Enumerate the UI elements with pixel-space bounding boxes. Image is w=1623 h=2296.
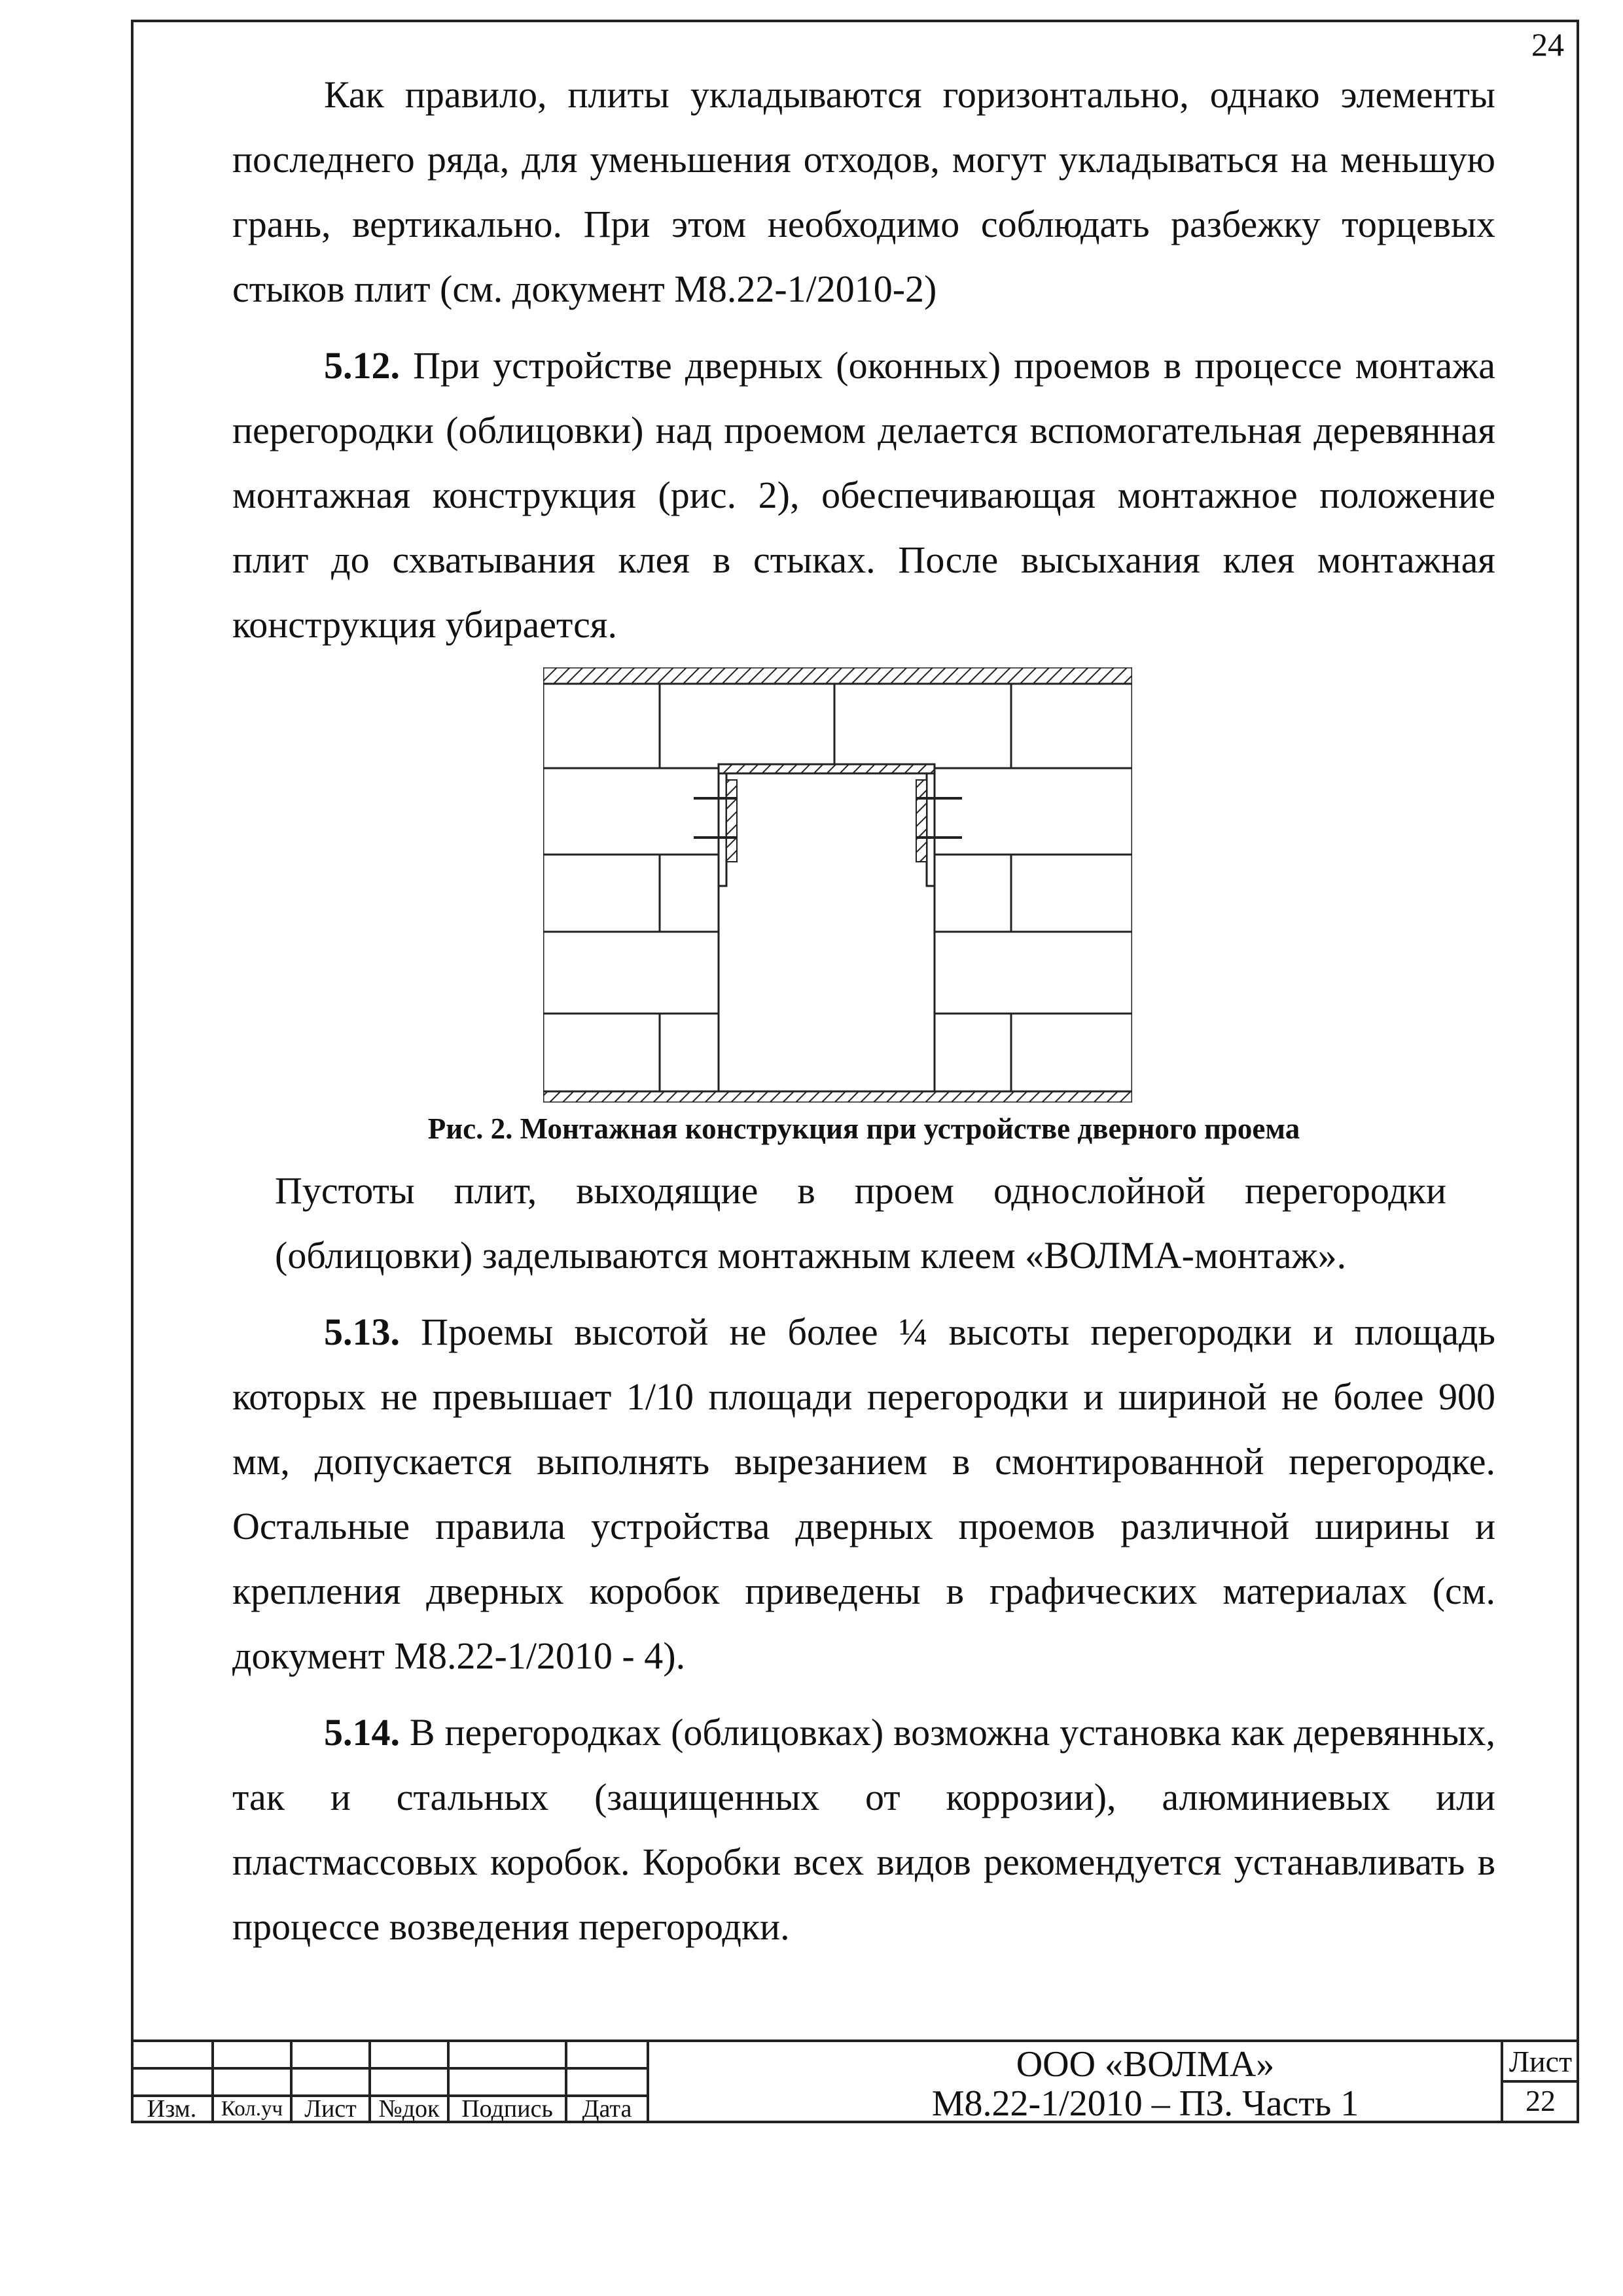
section-number: 5.13. <box>324 1311 400 1353</box>
section-number: 5.14. <box>324 1711 400 1754</box>
text-block-bottom <box>232 1158 1495 1959</box>
header-podpis: Подпись <box>461 2095 553 2123</box>
header-izm: Изм. <box>147 2095 197 2123</box>
door-opening-diagram <box>543 667 1132 1103</box>
header-ndok: №док <box>378 2095 440 2123</box>
bottom-hatched-strip <box>543 1091 1132 1103</box>
section-number: 5.12. <box>324 344 400 387</box>
paragraph-1: Как правило, плиты укладываются горизонтально, однако элементы последнего ряда, для уменьшения отходов, могут укладываться на меньшую грань, вертикально. При этом необходимо соблюдать разбежку торцевых стыков плит (см. документ М8.22-1/2010-2) <box>232 73 1495 310</box>
right-wedge <box>916 780 927 862</box>
left-post <box>719 773 726 886</box>
top-hatched-strip <box>543 667 1132 684</box>
document-code: М8.22-1/2010 – ПЗ. Часть 1 <box>931 2083 1359 2124</box>
paragraph-text: Проемы высотой не более ¼ высоты перегородки и площадь которых не превышает 1/10 площади перегородки и шириной не более 900 мм, допускается выполнять вырезанием в смонтированной перегородке. Остальные правила устройства дверных проемов различной ширины и крепления дверных коробок приведены в графических материалах (см. документ М8.22-1/2010 - 4). <box>232 1311 1495 1677</box>
sheet-label: Лист <box>1508 2045 1573 2078</box>
lintel-beam <box>719 764 935 773</box>
text-block-top <box>232 62 1495 657</box>
header-data: Дата <box>582 2095 632 2123</box>
door-opening <box>719 768 935 1091</box>
paragraph-5-13 <box>232 1299 1495 1688</box>
title-block <box>131 2040 1579 2123</box>
header-koluch: Кол.уч <box>221 2097 283 2121</box>
paragraph-5-12 <box>232 333 1495 657</box>
page-number-top: 24 <box>1531 26 1564 63</box>
paragraph-voids: Пустоты плит, выходящие в проем однослойной перегородки (облицовки) заделываются монтажным клеем «ВОЛМА-монтаж». <box>275 1169 1446 1277</box>
organization-name: ООО «ВОЛМА» <box>1016 2044 1275 2085</box>
sheet-number: 22 <box>1525 2084 1556 2117</box>
paragraph-text: При устройстве дверных (оконных) проемов в процессе монтажа перегородки (облицовки) над проемом делается вспомогательная деревянная монтажная конструкция (рис. 2), обеспечивающая монтажное положение плит до схватывания клея в стыках. После высыхания клея монтажная конструкция убирается. <box>232 344 1495 646</box>
left-wedge <box>726 780 737 862</box>
figure-caption: Рис. 2. Монтажная конструкция при устройстве дверного проема <box>427 1112 1300 1145</box>
paragraph-5-14 <box>232 1700 1495 1959</box>
header-list: Лист <box>304 2095 357 2123</box>
paragraph-text: В перегородках (облицовках) возможна установка как деревянных, так и стальных (защищенных от коррозии), алюминиевых или пластмассовых коробок. Коробки всех видов рекомендуется устанавливать в процессе возведения перегородки. <box>232 1711 1495 1948</box>
right-post <box>927 773 935 886</box>
